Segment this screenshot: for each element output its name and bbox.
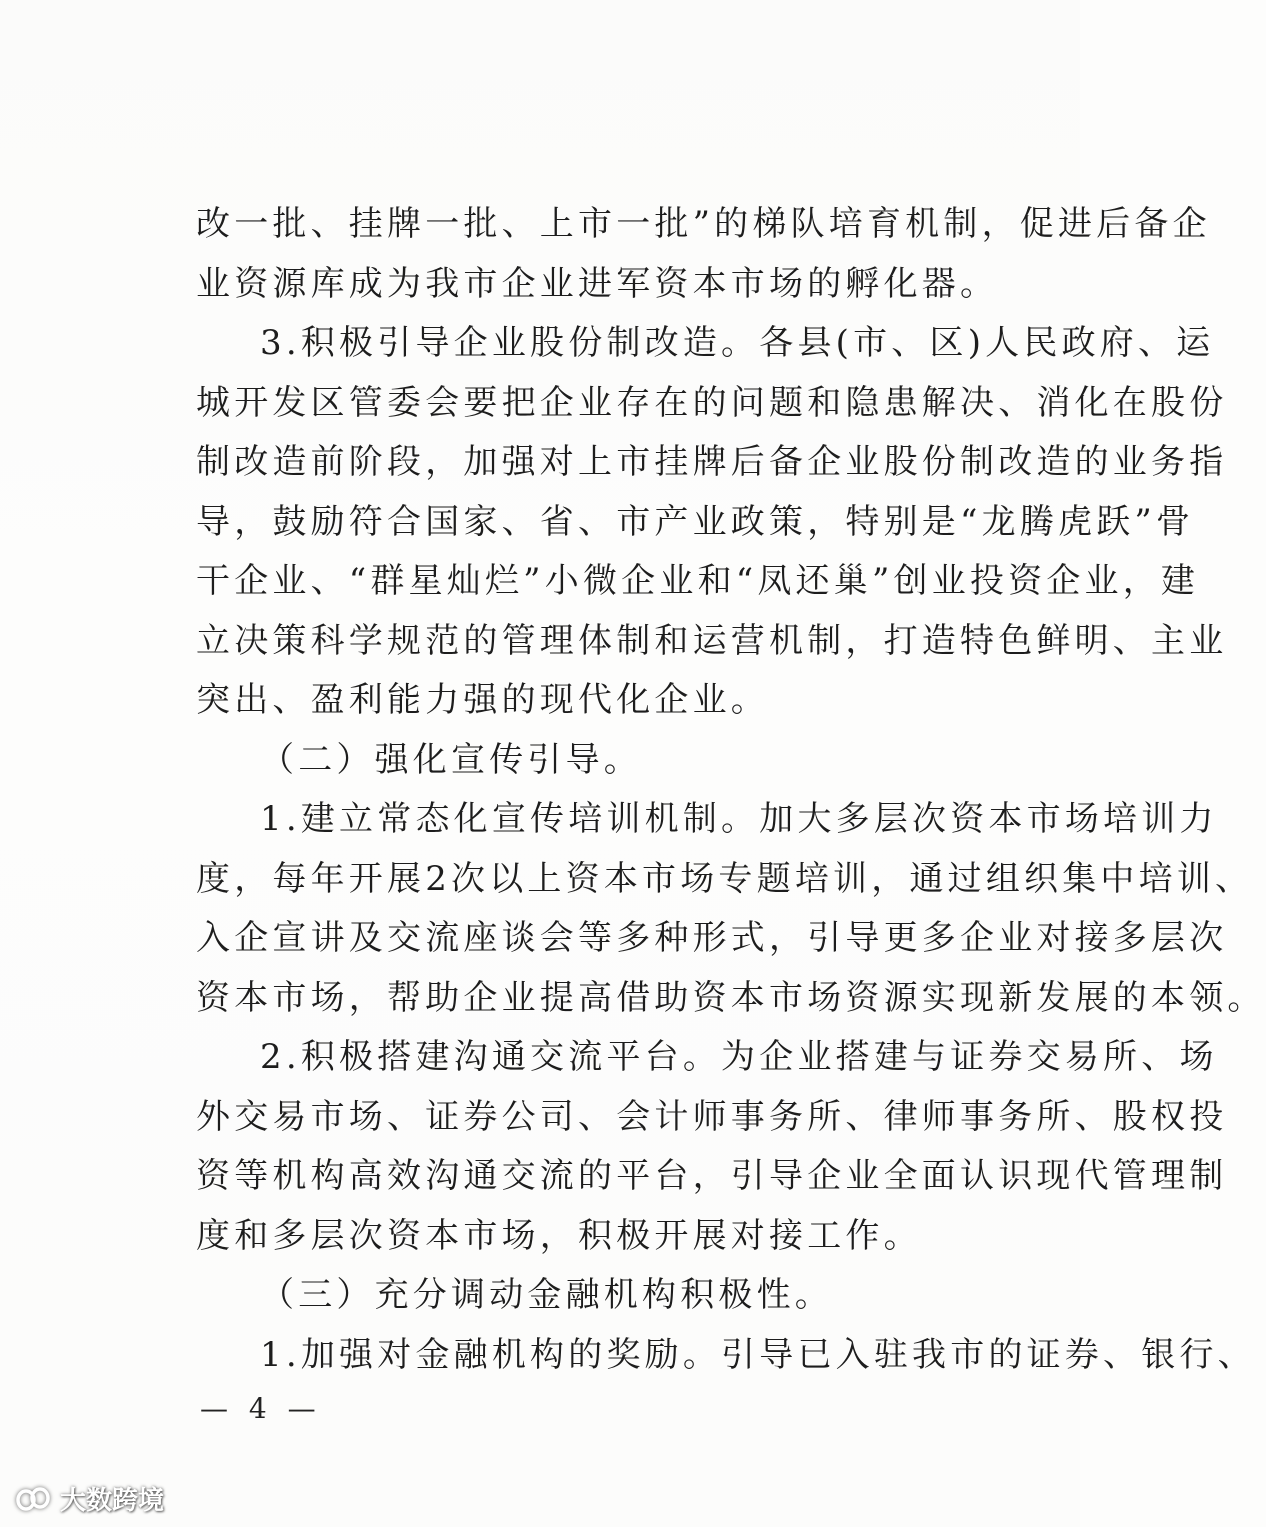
page-number: — 4 — xyxy=(200,1392,322,1425)
section-heading-2: （二）强化宣传引导。 xyxy=(260,739,642,780)
text-line-6: 导，鼓励符合国家、省、市产业政策，特别是“龙腾虎跃”骨 xyxy=(196,501,1195,542)
text-line-8: 立决策科学规范的管理体制和运营机制，打造特色鲜明、主业 xyxy=(196,620,1228,661)
text-line-16: 外交易市场、证券公司、会计师事务所、律师事务所、股权投 xyxy=(196,1096,1228,1137)
text-line-9: 突出、盈利能力强的现代化企业。 xyxy=(196,680,769,720)
watermark-text: 大数跨境 xyxy=(60,1486,165,1516)
text-line-7: 干企业、“群星灿烂”小微企业和“凤还巢”创业投资企业，建 xyxy=(196,561,1200,601)
text-line-20: 1.加强对金融机构的奖励。引导已入驻我市的证券、银行、 xyxy=(260,1334,1256,1375)
watermark xyxy=(14,1480,164,1517)
text-line-15: 2.积极搭建沟通交流平台。为企业搭建与证券交易所、场 xyxy=(260,1037,1218,1077)
body-text xyxy=(196,195,1266,1385)
text-line-5: 制改造前阶段，加强对上市挂牌后备企业股份制改造的业务指 xyxy=(196,442,1228,482)
text-line-14: 资本市场，帮助企业提高借助资本市场资源实现新发展的本领。 xyxy=(196,977,1266,1018)
text-line-2: 业资源库成为我市企业进军资本市场的孵化器。 xyxy=(196,263,999,304)
text-line-13: 入企宣讲及交流座谈会等多种形式，引导更多企业对接多层次 xyxy=(196,918,1228,958)
text-line-11: 1.建立常态化宣传培训机制。加大多层次资本市场培训力 xyxy=(260,799,1218,839)
text-line-1: 改一批、挂牌一批、上市一批”的梯队培育机制，促进后备企 xyxy=(196,204,1211,244)
text-line-17: 资等机构高效沟通交流的平台，引导企业全面认识现代管理制 xyxy=(196,1156,1228,1196)
text-line-18: 度和多层次资本市场，积极开展对接工作。 xyxy=(196,1215,922,1256)
text-line-3: 3.积极引导企业股份制改造。各县(市、区)人民政府、运 xyxy=(260,323,1215,363)
section-heading-3: （三）充分调动金融机构积极性。 xyxy=(260,1275,833,1315)
text-line-12: 度，每年开展2次以上资本市场专题培训，通过组织集中培训、 xyxy=(196,858,1254,899)
text-line-4: 城开发区管委会要把企业存在的问题和隐患解决、消化在股份 xyxy=(196,382,1228,423)
chain-link-logo-icon xyxy=(14,1484,54,1514)
